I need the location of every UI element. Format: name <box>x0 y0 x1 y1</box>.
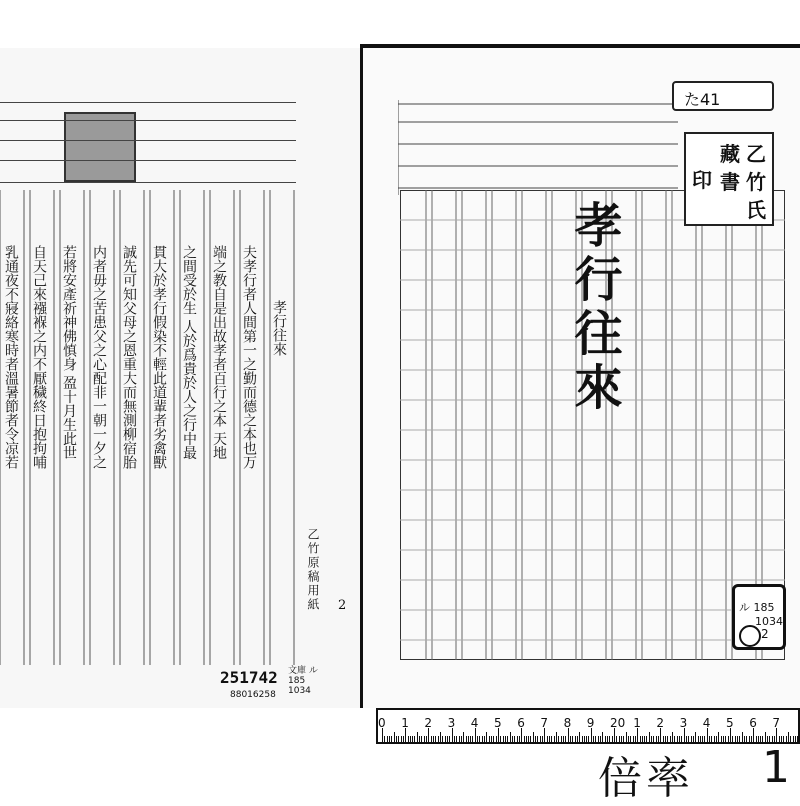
ruler-tick <box>735 736 736 742</box>
ruler-tick <box>491 736 492 742</box>
ruler-tick <box>512 736 513 742</box>
ruler-tick <box>505 736 506 742</box>
ruler-tick <box>793 736 794 742</box>
header-rule <box>0 160 296 161</box>
ruler-number: 4 <box>470 716 479 730</box>
ruler-tick <box>660 728 661 742</box>
ruler-tick <box>433 736 434 742</box>
ruler-tick <box>524 736 525 742</box>
ruler-tick <box>716 736 717 742</box>
ruler-tick <box>558 736 559 742</box>
ruler-number: 0 <box>378 716 386 730</box>
ruler-tick <box>749 736 750 742</box>
ruler-tick <box>459 736 460 742</box>
ruler-tick <box>718 732 719 742</box>
ruler-tick <box>410 736 411 742</box>
ruler-tick <box>408 736 409 742</box>
book-title: 孝行往來 <box>566 200 622 416</box>
ruler-number: 2 <box>424 716 433 730</box>
ruler-tick <box>744 736 745 742</box>
ruler-tick <box>419 736 420 742</box>
ruler-tick <box>528 736 529 742</box>
ruler-tick <box>421 736 422 742</box>
ruler-tick <box>591 728 592 742</box>
ruler-tick <box>551 736 552 742</box>
page-number: 2 <box>338 598 347 613</box>
ruler-tick <box>535 736 536 742</box>
ruler-tick <box>445 736 446 742</box>
ruler-tick <box>760 736 761 742</box>
ruler-tick <box>537 736 538 742</box>
ruler-tick <box>468 736 469 742</box>
ruler-tick <box>739 736 740 742</box>
ruler-tick <box>711 736 712 742</box>
ruler-tick <box>454 736 455 742</box>
ruler-tick <box>403 736 404 742</box>
ruler-tick <box>732 736 733 742</box>
ruler-tick <box>440 732 441 742</box>
ruler-tick <box>795 736 796 742</box>
ruler-tick <box>449 736 450 742</box>
ruler-tick <box>721 736 722 742</box>
ruler-tick <box>387 736 388 742</box>
ruler-tick <box>593 736 594 742</box>
ruler-tick <box>517 736 518 742</box>
ruler-tick <box>533 732 534 742</box>
header-rule <box>0 182 296 183</box>
ruler-number: 1 <box>401 716 409 730</box>
ruler-tick <box>470 736 471 742</box>
ruler-tick <box>563 736 564 742</box>
ruler-tick <box>484 736 485 742</box>
ruler-tick <box>540 736 541 742</box>
ruler-tick <box>498 728 499 742</box>
ruler-tick <box>753 728 754 742</box>
column-text: 貫大於孝行假染不輕此道輩者劣禽獸 <box>151 245 167 469</box>
ruler-tick <box>765 732 766 742</box>
ruler-tick <box>496 736 497 742</box>
ruler-tick <box>507 736 508 742</box>
ruler-tick <box>405 728 406 742</box>
header-rule <box>0 120 296 121</box>
ruler-tick <box>417 732 418 742</box>
seal-character: 竹 <box>746 170 766 194</box>
ruler-tick <box>482 736 483 742</box>
ruler-tick <box>442 736 443 742</box>
ruler-tick <box>521 728 522 742</box>
ruler-tick <box>463 732 464 742</box>
ruler-tick <box>790 736 791 742</box>
ruler-tick <box>575 736 576 742</box>
ruler-tick <box>577 736 578 742</box>
ruler-tick <box>565 736 566 742</box>
paper-brand-label: 乙竹原稿用紙 <box>306 528 320 612</box>
inventory-note: 文庫 ル185 1034 <box>288 666 318 696</box>
ruler-tick <box>728 736 729 742</box>
circle-mark <box>739 625 761 647</box>
corner-label-mark: 2 <box>761 627 769 641</box>
ruler-tick <box>579 732 580 742</box>
ruler-tick <box>751 736 752 742</box>
ruler-tick <box>426 736 427 742</box>
ruler-tick <box>391 736 392 742</box>
ruler-tick <box>704 736 705 742</box>
catalog-corner-label <box>732 584 786 650</box>
ruler-number: 20 <box>610 716 626 730</box>
left-grid-lines <box>0 190 300 665</box>
ruler-tick <box>737 736 738 742</box>
ruler-tick <box>547 736 548 742</box>
ruler-tick <box>486 732 487 742</box>
ruler-tick <box>742 732 743 742</box>
ruler-tick <box>702 736 703 742</box>
column-text: 若將安產祈神佛慎身 盈十月生此世 <box>61 245 77 460</box>
ruler-tick <box>561 736 562 742</box>
ruler-tick <box>602 732 603 742</box>
ruler-tick <box>424 736 425 742</box>
ruler-tick <box>456 736 457 742</box>
column-text: 夫孝行者人間第一之勤而德之本也万 <box>241 245 257 469</box>
ruler-tick <box>452 728 453 742</box>
seal-character: 藏 <box>720 142 740 166</box>
ruler-number: 5 <box>726 716 734 730</box>
ruler-tick <box>489 736 490 742</box>
ruler-tick <box>584 736 585 742</box>
ruler-tick <box>649 732 650 742</box>
column-text: 乳通夜不寢絡寒時者溫暑節者令凉若 <box>3 245 19 469</box>
ruler-number: 3 <box>447 716 456 730</box>
seal-character: 書 <box>720 170 740 194</box>
ruler-tick <box>389 736 390 742</box>
ruler-tick <box>398 736 399 742</box>
ruler-tick <box>431 736 432 742</box>
ruler-number: 5 <box>494 716 502 730</box>
ruler-number: 6 <box>749 716 757 730</box>
ruler-tick <box>493 736 494 742</box>
inventory-number: 251742 <box>220 668 278 687</box>
ruler-number: 4 <box>702 716 711 730</box>
ruler-tick <box>475 728 476 742</box>
ruler-tick <box>384 736 385 742</box>
ruler-tick <box>730 728 731 742</box>
seal-character: 乙 <box>746 142 766 166</box>
ruler-tick <box>797 736 798 742</box>
ruler-tick <box>477 736 478 742</box>
ruler-tick <box>582 736 583 742</box>
column-text: 端之教自是出故孝者百行之本 天地 <box>211 245 227 460</box>
magnification-label: 倍率 <box>598 753 694 804</box>
ruler-tick <box>401 736 402 742</box>
ruler-tick <box>758 736 759 742</box>
ruler-tick <box>788 732 789 742</box>
ruler-tick <box>707 728 708 742</box>
ruler-tick <box>776 728 777 742</box>
column-text: 之間受於生 人於爲貴於人之行中最 <box>181 245 197 460</box>
column-text: 内者毋之苦患父之心配非一朝一夕之 <box>91 245 107 469</box>
ruler-tick <box>394 732 395 742</box>
ruler-tick <box>595 736 596 742</box>
ruler-tick <box>542 736 543 742</box>
ruler-tick <box>519 736 520 742</box>
ruler-tick <box>746 736 747 742</box>
ruler-tick <box>526 736 527 742</box>
ruler-tick <box>568 728 569 742</box>
ruler-tick <box>700 736 701 742</box>
ruler-tick <box>479 736 480 742</box>
ruler-tick <box>637 728 638 742</box>
seal-character: 氏 <box>746 198 766 222</box>
ruler-tick <box>544 728 545 742</box>
column-text: 孝行往來 <box>271 300 287 356</box>
ruler-number: 7 <box>772 716 781 730</box>
ruler-tick <box>714 736 715 742</box>
ruler-tick <box>472 736 473 742</box>
ruler-tick <box>428 728 429 742</box>
ruler-tick <box>382 728 383 742</box>
ruler-tick <box>709 736 710 742</box>
ruler-tick <box>503 736 504 742</box>
corner-label-line: 1034 <box>755 615 783 628</box>
shelf-label: た41 <box>672 81 774 111</box>
ruler-tick <box>514 736 515 742</box>
ruler-tick <box>500 736 501 742</box>
ruler-tick <box>672 732 673 742</box>
ruler-tick <box>698 736 699 742</box>
ruler-tick <box>510 732 511 742</box>
header-rule <box>0 102 296 103</box>
header-rule <box>0 140 296 141</box>
ruler-tick <box>725 736 726 742</box>
ruler-tick <box>438 736 439 742</box>
ruler-number: 3 <box>679 716 688 730</box>
seal-character: 印 <box>692 168 712 192</box>
ruler-tick <box>396 736 397 742</box>
ruler-tick <box>723 736 724 742</box>
ruler-tick <box>412 736 413 742</box>
ruler-number: 7 <box>540 716 549 730</box>
ruler-number: 1 <box>633 716 641 730</box>
ruler-tick <box>695 732 696 742</box>
column-text: 誠先可知父母之恩重大而無測柳宿胎 <box>121 245 137 469</box>
ruler-tick <box>572 736 573 742</box>
ruler-tick <box>530 736 531 742</box>
ruler-tick <box>570 736 571 742</box>
ruler-tick <box>556 732 557 742</box>
magnification-value: 1 <box>762 742 790 793</box>
catalog-number: 88016258 <box>230 690 276 700</box>
ruler-number: 8 <box>563 716 572 730</box>
ruler-tick <box>614 728 615 742</box>
ruler-tick <box>588 736 589 742</box>
ruler-number: 2 <box>656 716 665 730</box>
ruler-tick <box>466 736 467 742</box>
ruler-tick <box>554 736 555 742</box>
ruler-tick <box>435 736 436 742</box>
scale-ruler <box>376 708 800 744</box>
ownership-seal <box>684 132 774 226</box>
ruler-tick <box>626 732 627 742</box>
ruler-tick <box>414 736 415 742</box>
ruler-tick <box>684 728 685 742</box>
column-text: 自天己來襁褓之内不厭穢終日抱拘哺 <box>31 245 47 469</box>
ruler-tick <box>549 736 550 742</box>
ruler-number: 9 <box>586 716 595 730</box>
ruler-number: 6 <box>517 716 525 730</box>
ruler-tick <box>586 736 587 742</box>
ruler-tick <box>447 736 448 742</box>
library-stamp <box>64 112 136 182</box>
ruler-tick <box>461 736 462 742</box>
ruler-tick <box>756 736 757 742</box>
corner-label-line: ル 185 <box>739 601 775 614</box>
